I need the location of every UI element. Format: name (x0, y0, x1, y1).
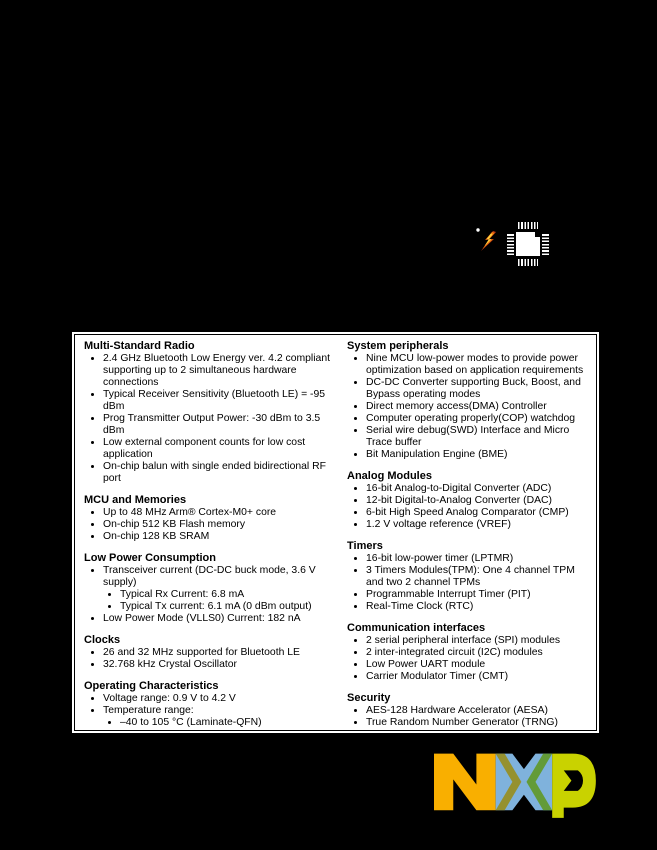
feature-item: • AES-128 Hardware Accelerator (AESA) (366, 705, 588, 717)
feature-item: • Direct memory access(DMA) Controller (366, 401, 588, 413)
feature-panel (72, 332, 599, 774)
section-title: Communication interfaces (347, 622, 486, 634)
feature-item: • General-purpose input/output (103, 763, 335, 775)
section-title: MCU and Memories (84, 494, 187, 506)
feature-item: • 12-bit Digital-to-Analog Converter (DAC) (366, 495, 588, 507)
bullet-list (347, 705, 588, 729)
section-title: Analog Modules (347, 470, 432, 482)
feature-section (347, 622, 588, 683)
bullet-list (347, 353, 588, 461)
feature-item: • 2.4 GHz Bluetooth Low Energy ver. 4.2 compliant supporting up to 2 simultaneous hardware connections (103, 353, 335, 389)
feature-item: • 2 serial peripheral interface (SPI) modules (366, 635, 588, 647)
feature-item: • Computer operating properly(COP) watchdog (366, 413, 588, 425)
feature-item: • Low external component counts for low cost application (103, 437, 335, 461)
feature-item: • Typical Tx current: 6.1 mA (0 dBm output) (120, 601, 335, 613)
bullet-list (84, 353, 335, 485)
feature-item: • Carrier Modulator Timer (CMT) (366, 671, 588, 683)
feature-column-right (347, 340, 588, 775)
bullet-list (84, 647, 335, 671)
feature-item: • 32.768 kHz Crystal Oscillator (103, 659, 335, 671)
chip-die (516, 232, 540, 256)
feature-item: • Typical Rx Current: 6.8 mA (120, 589, 335, 601)
bullet-list (103, 717, 335, 729)
bullet-list (84, 507, 335, 543)
feature-item: • Typical Receiver Sensitivity (Bluetooth LE) = -95 dBm (103, 389, 335, 413)
feature-column-left (84, 340, 335, 775)
chip-pins-bottom (518, 259, 538, 266)
bullet-list (84, 751, 335, 775)
bullet-list (84, 693, 335, 729)
feature-item: • Programmable Interrupt Timer (PIT) (366, 589, 588, 601)
chip-pins-left (507, 233, 514, 255)
chip-package-icon (507, 222, 549, 268)
feature-item: • 1.2 V voltage reference (VREF) (366, 519, 588, 531)
feature-section (347, 540, 588, 613)
feature-item: • On-chip 512 KB Flash memory (103, 519, 335, 531)
feature-item: • Touch sensing input (103, 751, 335, 763)
section-title: Operating Characteristics (84, 680, 219, 692)
feature-item: • Temperature range: (103, 705, 335, 717)
feature-section (347, 340, 588, 461)
feature-section (84, 552, 335, 625)
feature-item: • 6-bit High Speed Analog Comparator (CMP) (366, 507, 588, 519)
section-title: Low Power Consumption (84, 552, 216, 564)
feature-item: • Prog Transmitter Output Power: -30 dBm to 3.5 dBm (103, 413, 335, 437)
feature-section (84, 680, 335, 729)
feature-section (84, 494, 335, 543)
feature-item: • Nine MCU low-power modes to provide power optimization based on application requirements (366, 353, 588, 377)
section-title: Timers (347, 540, 383, 552)
feature-item: • Real-Time Clock (RTC) (366, 601, 588, 613)
nxp-logo (434, 751, 601, 818)
feature-item: • 16-bit Analog-to-Digital Converter (ADC) (366, 483, 588, 495)
feature-subitem-group (103, 717, 335, 729)
feature-item: • Up to 48 MHz Arm® Cortex-M0+ core (103, 507, 335, 519)
section-title: Clocks (84, 634, 121, 646)
feature-section (347, 470, 588, 531)
feature-item: • Serial wire debug(SWD) Interface and Micro Trace buffer (366, 425, 588, 449)
flash-icon (472, 224, 504, 258)
feature-panel-content (75, 335, 596, 774)
bullet-list (103, 589, 335, 613)
feature-section (84, 340, 335, 485)
bullet-list (347, 553, 588, 613)
feature-item: • Low Power UART module (366, 659, 588, 671)
feature-section (347, 692, 588, 729)
section-title: Human-machine interface (84, 738, 219, 750)
bullet-list (347, 483, 588, 531)
section-title: System peripherals (347, 340, 449, 352)
section-title: Security (347, 692, 391, 704)
feature-item: • –40 to 105 °C (Laminate-QFN) (120, 717, 335, 729)
feature-item: • Transceiver current (DC-DC buck mode, 3.6 V supply) (103, 565, 335, 589)
feature-item: • 16-bit low-power timer (LPTMR) (366, 553, 588, 565)
feature-section (84, 738, 335, 775)
chip-pins-right (542, 233, 549, 255)
feature-item: • DC-DC Converter supporting Buck, Boost, and Bypass operating modes (366, 377, 588, 401)
feature-section (84, 634, 335, 671)
feature-item: • 26 and 32 MHz supported for Bluetooth LE (103, 647, 335, 659)
chip-pins-top (518, 222, 538, 229)
bullet-list (84, 565, 335, 625)
feature-item: • On-chip balun with single ended bidirectional RF port (103, 461, 335, 485)
feature-subitem-group (103, 589, 335, 613)
bullet-list (347, 635, 588, 683)
feature-item: • Low Power Mode (VLLS0) Current: 182 nA (103, 613, 335, 625)
feature-item: • 2 inter-integrated circuit (I2C) modules (366, 647, 588, 659)
feature-item: • On-chip 128 KB SRAM (103, 531, 335, 543)
feature-item: • Voltage range: 0.9 V to 4.2 V (103, 693, 335, 705)
feature-item: • Bit Manipulation Engine (BME) (366, 449, 588, 461)
section-title: Multi-Standard Radio (84, 340, 195, 352)
feature-item: • 3 Timers Modules(TPM): One 4 channel TPM and two 2 channel TPMs (366, 565, 588, 589)
feature-item: • True Random Number Generator (TRNG) (366, 717, 588, 729)
